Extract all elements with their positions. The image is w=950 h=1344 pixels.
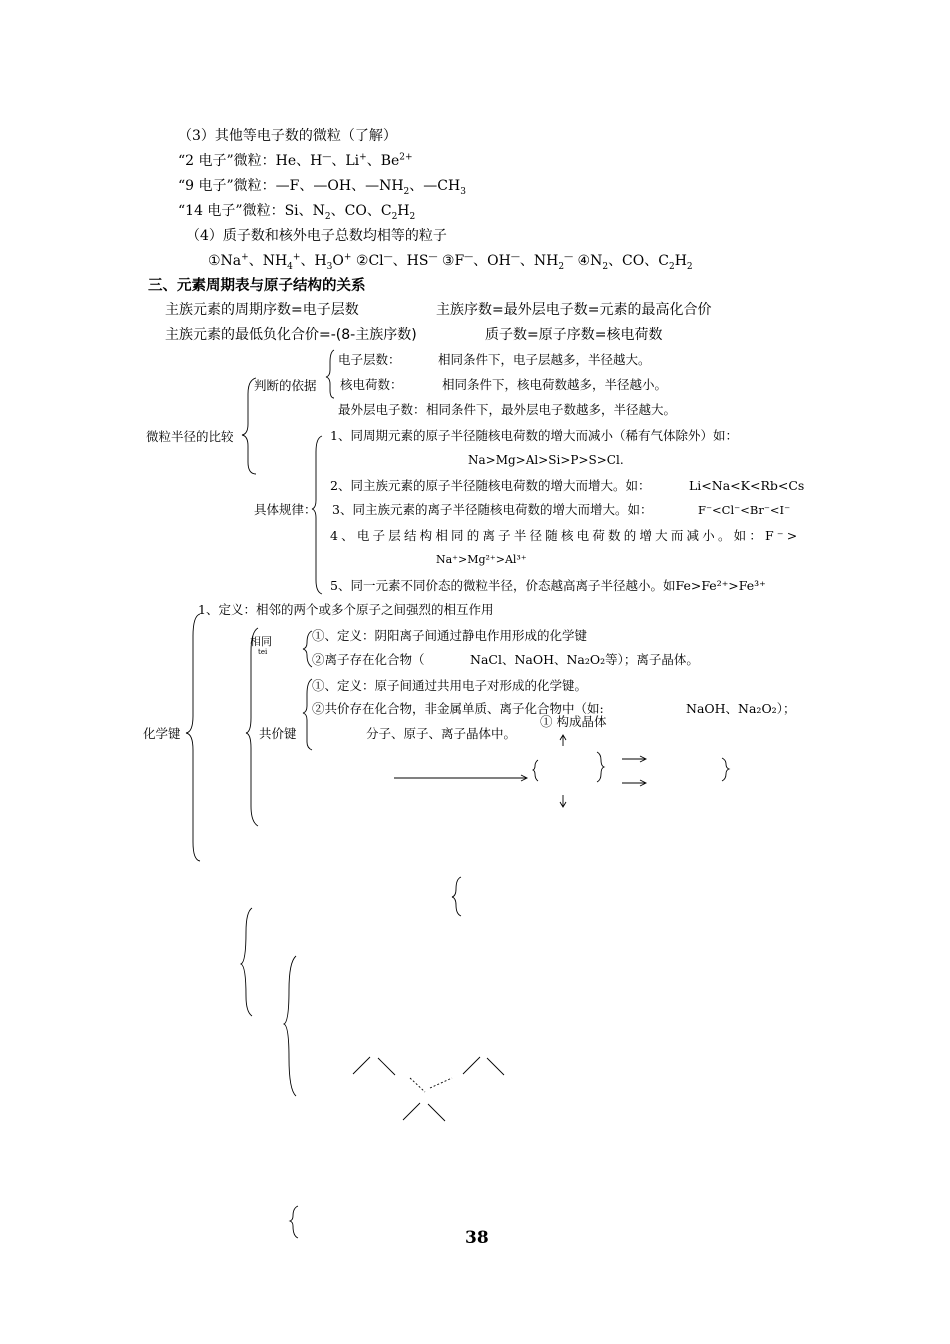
rule-proton: 质子数=原子序数=核电荷数 (485, 327, 663, 343)
basis-desc-2: 相同条件下，核电荷数越多，半径越小。 (442, 377, 668, 392)
far-right-brace (722, 758, 729, 781)
rule-4-example: Na⁺>Mg²⁺>Al³⁺ (436, 553, 527, 566)
lattice-line-3 (463, 1057, 480, 1074)
e9-line: “9 电子”微粒：—F、—OH、$—NH_2$、$—CH_3$ (178, 178, 466, 197)
lower-brace-4 (290, 1206, 298, 1238)
bond-types-brace (246, 628, 258, 826)
covalent-bond-label: 共价键 (259, 726, 297, 741)
bond-root-label: 化学键 (143, 726, 181, 741)
rule-2-example: Li<Na<K<Rb<Cs (689, 478, 805, 493)
ionic-brace (303, 631, 312, 667)
rule-5: 5、同一元素不同价态的微粒半径，价态越高离子半径越小。如Fe>Fe²⁺>Fe³⁺ (330, 578, 766, 593)
basis-name-3: 最外层电子数： (338, 402, 426, 417)
covalent-existence: ②共价存在化合物，非金属单质、离子化合物中（如: (312, 701, 604, 716)
lower-brace-2 (241, 908, 252, 1016)
rule-min-valence: 主族元素的最低负化合价=-(8-主族序数) (165, 327, 417, 343)
lattice-line-5 (403, 1103, 420, 1120)
rules-brace (312, 436, 322, 594)
sec4-items: ①Na+、$NH_4^+$、$H_3O^+$ ②Cl—、HS— ③F—、OH—、$NH_2^—$ $④N_2$、CO、$C_2H_2$ (208, 252, 693, 272)
rule-1: 1、同周期元素的原子半径随核电荷数的增大而减小（稀有气体除外）如： (330, 428, 738, 443)
lattice-dash-2 (430, 1078, 452, 1088)
rule-3: 3、同主族元素的离子半径随核电荷数的增大而增大。如： (332, 502, 653, 517)
part3-title: 三、元素周期表与原子结构的关系 (148, 277, 366, 294)
small-brace-right (597, 752, 604, 782)
e2-line: “2 电子”微粒：He、H—、Li+、$Be^{2+}$ (178, 152, 413, 169)
lower-brace-1 (452, 877, 461, 916)
lattice-line-2 (378, 1058, 395, 1075)
rule-2: 2、同主族元素的原子半径随核电荷数的增大而增大。如： (330, 478, 651, 493)
rule-1-example: Na>Mg>Al>Si>P>S>Cl. (468, 453, 624, 467)
ionic-existence: ②离子存在化合物（ (312, 652, 425, 667)
rules-label: 具体规律： (254, 502, 317, 517)
crystal-label: ① 构成晶体 (540, 714, 607, 729)
basis-name-2: 核电荷数： (340, 377, 403, 392)
sec3-heading: （3）其他等电子数的微粒（了解） (178, 128, 397, 144)
ionic-bond-label: 相同 (250, 635, 272, 648)
lattice-line-1 (353, 1057, 370, 1074)
lower-brace-3 (284, 956, 296, 1096)
ionic-existence-example: NaCl、NaOH、Na₂O₂等）；离子晶体。 (470, 652, 699, 667)
covalent-brace (303, 679, 312, 750)
rule-4: 4、电子层结构相同的离子半径随核电荷数的增大而减小。如：F⁻> (330, 528, 801, 543)
lattice-dash-1 (410, 1078, 425, 1092)
rule-3-example: F⁻<Cl⁻<Br⁻<I⁻ (698, 503, 791, 517)
radius-root-label: 微粒半径的比较 (146, 429, 234, 444)
lattice-line-4 (487, 1058, 504, 1075)
rule-group: 主族序数=最外层电子数=元素的最高化合价 (436, 302, 712, 318)
ionic-definition: ①、定义：阴阳离子间通过静电作用形成的化学键 (312, 628, 588, 643)
covalent-existence-example: NaOH、Na₂O₂）； (686, 701, 796, 716)
ionic-bond-sublabel: tei (258, 648, 268, 656)
radius-root-brace (242, 378, 256, 474)
lattice-line-6 (428, 1104, 445, 1121)
e14-line: “14 电子”微粒：Si、$N_2$、CO、$C_2H_2$ (178, 203, 416, 222)
basis-desc-1: 相同条件下，电子层越多，半径越大。 (438, 352, 651, 367)
rule-period: 主族元素的周期序数=电子层数 (165, 302, 359, 318)
page-number: 38 (465, 1228, 489, 1248)
bond-root-brace (186, 614, 200, 861)
basis-label: 判断的依据 (254, 378, 317, 393)
bond-definition: 1、定义：相邻的两个或多个原子之间强烈的相互作用 (198, 602, 494, 617)
covalent-definition: ①、定义：原子间通过共用电子对形成的化学键。 (312, 678, 588, 693)
basis-name-1: 电子层数： (338, 352, 401, 367)
sec4-heading: （4）质子数和核外电子总数均相等的粒子 (186, 228, 447, 244)
basis-brace (326, 350, 334, 398)
basis-desc-3: 相同条件下，最外层电子数越多，半径越大。 (426, 402, 677, 417)
covalent-existence-crystals: 分子、原子、离子晶体中。 (366, 726, 517, 741)
small-brace-left (533, 760, 538, 781)
